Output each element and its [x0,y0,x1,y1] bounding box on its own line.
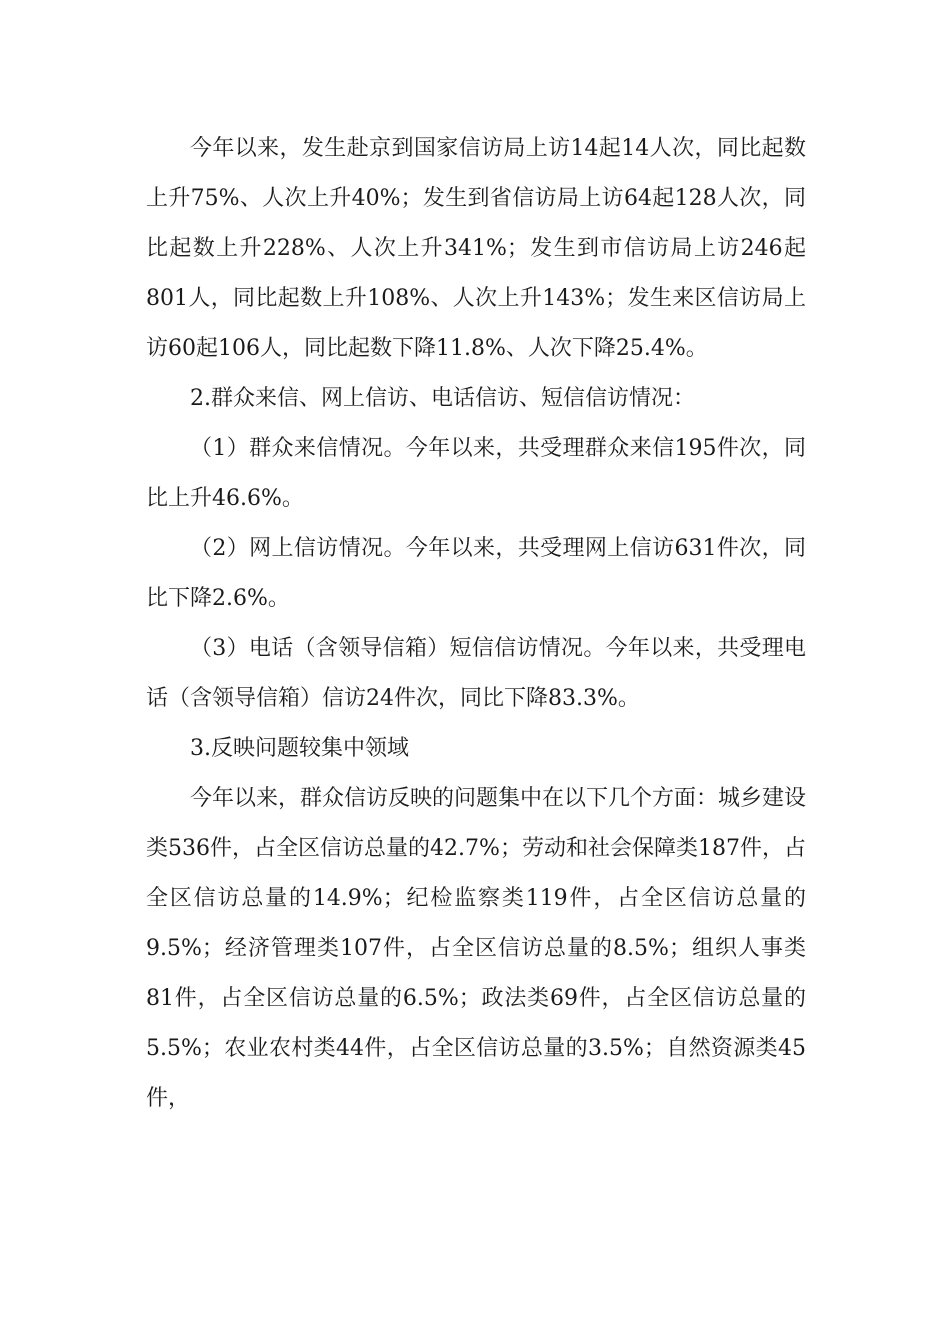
section-heading-concentrated-areas: 3.反映问题较集中领域 [190,736,409,761]
paragraph-issue-categories: 今年以来，群众信访反映的问题集中在以下几个方面：城乡建设类536件，占全区信访总量的42.7%；劳动和社会保障类187件，占全区信访总量的14.9%；纪检监察类119件，占全区信访总量的9.5%；经济管理类107件，占全区信访总量的8.5%；组织人事类81件，占全区信访总量的6.5%；政法类69件，占全区信访总量的5.5%；农业农村类44件，占全区信访总量的3.5%；自然资源类45件， [146,786,807,1111]
paragraph-petition-visits: 今年以来，发生赴京到国家信访局上访14起14人次，同比起数上升75%、人次上升40%；发生到省信访局上访64起128人次，同比起数上升228%、人次上升341%；发生到市信访局上访246起801人，同比起数上升108%、人次上升143%；发生来区信访局上访60起106人，同比起数下降11.8%、人次下降25.4%。 [146,136,806,361]
section-heading-letters-online-phone: 2.群众来信、网上信访、电话信访、短信信访情况： [190,386,695,411]
paragraph-phone-petitions: （3）电话（含领导信箱）短信信访情况。今年以来，共受理电话（含领导信箱）信访24件次，同比下降83.3%。 [146,636,806,711]
paragraph-online-petitions: （2）网上信访情况。今年以来，共受理网上信访631件次，同比下降2.6%。 [146,536,806,611]
paragraph-letters: （1）群众来信情况。今年以来，共受理群众来信195件次，同比上升46.6%。 [146,436,806,511]
document-page [146,124,806,1124]
